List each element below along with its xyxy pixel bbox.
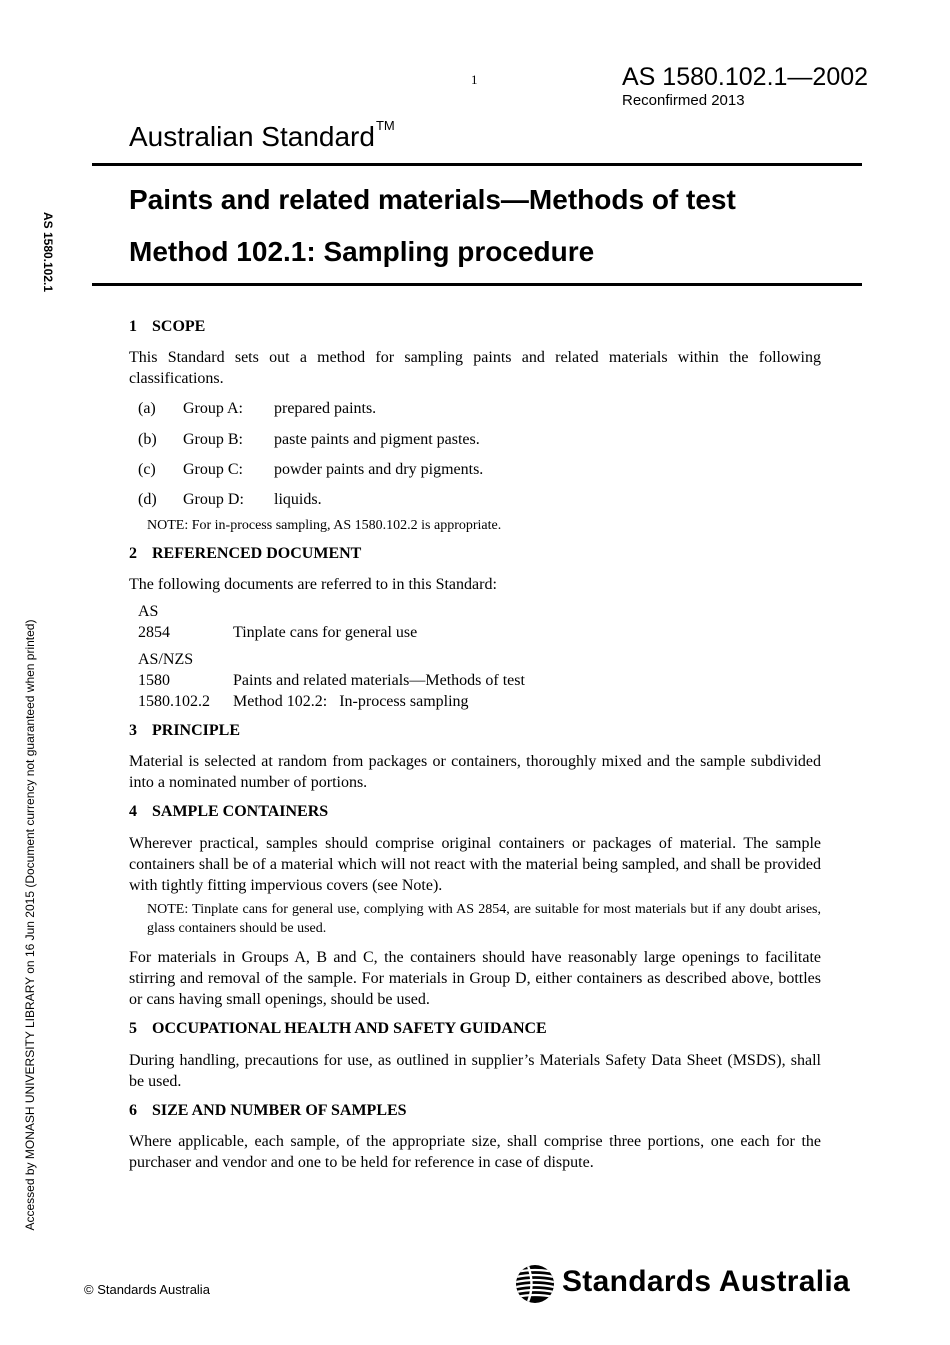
list-item-desc: prepared paints.: [274, 400, 377, 417]
list-item-group: Group D:: [183, 491, 244, 508]
section-heading-referenced-document: [129, 545, 361, 563]
ref-title-1580-102-2: Method 102.2: In-process sampling: [233, 693, 469, 710]
list-item-letter: (d): [138, 491, 157, 508]
ohs-paragraph: During handling, precautions for use, as outlined in supplier’s Materials Safety Data Sheet (MSDS), shall be used.: [129, 1052, 821, 1090]
section-number: 2: [129, 545, 137, 562]
standard-type: [129, 118, 395, 153]
samples-paragraph: Where applicable, each sample, of the appropriate size, shall comprise three portions, one each for the purchaser and vendor and one to be held for reference in case of dispute.: [129, 1133, 821, 1171]
references-intro: The following documents are referred to in this Standard:: [129, 576, 497, 593]
section-heading-sample-containers: [129, 803, 328, 821]
title-rule-top: [92, 163, 862, 166]
section-number: 3: [129, 722, 137, 739]
section-number: 5: [129, 1020, 137, 1037]
copyright-notice: © Standards Australia: [84, 1282, 210, 1297]
section-number: 4: [129, 803, 137, 820]
standards-australia-brand: Standards Australia: [562, 1265, 851, 1298]
ref-title-2854: Tinplate cans for general use: [233, 624, 418, 641]
document-title: Paints and related materials—Methods of test: [129, 184, 736, 215]
section-title: PRINCIPLE: [152, 722, 241, 739]
list-item-letter: (c): [138, 461, 156, 478]
section-title: SIZE AND NUMBER OF SAMPLES: [152, 1102, 407, 1119]
section-heading-scope: [129, 318, 205, 336]
page-number: 1: [471, 72, 478, 87]
section-heading-principle: [129, 722, 240, 740]
principle-paragraph: Material is selected at random from packages or containers, thoroughly mixed and the sample subdivided into a nominated number of portions.: [129, 753, 821, 791]
list-item-letter: (b): [138, 431, 157, 448]
side-standard-code: AS 1580.102.1: [41, 211, 55, 293]
containers-paragraph-1: Wherever practical, samples should comprise original containers or packages of material. The sample containers shall be of a material which will not react with the material being sampled, and shall be provided with tightly fitting impervious covers (see Note).: [129, 835, 821, 894]
scope-paragraph: This Standard sets out a method for sampling paints and related materials within the following classifications.: [129, 349, 821, 387]
ref-title-1580: Paints and related materials—Methods of test: [233, 672, 525, 689]
section-title: REFERENCED DOCUMENT: [152, 545, 362, 562]
list-item-desc: liquids.: [274, 491, 322, 508]
list-item-letter: (a): [138, 400, 156, 417]
list-item-group: Group B:: [183, 431, 243, 448]
section-title: OCCUPATIONAL HEALTH AND SAFETY GUIDANCE: [152, 1020, 547, 1037]
standard-type-label: Australian Standard: [129, 121, 375, 152]
containers-paragraph-2: For materials in Groups A, B and C, the containers should have reasonably large openings to facilitate stirring and removal of the sample. For materials in Group D, either containers as described above, bottles or cans having small openings, should be used.: [129, 949, 821, 1008]
section-number: 1: [129, 318, 137, 335]
list-item-group: Group A:: [183, 400, 243, 417]
section-heading-size-number-samples: [129, 1102, 407, 1120]
trademark-mark: TM: [375, 118, 395, 133]
reconfirmed-date: Reconfirmed 2013: [622, 92, 745, 109]
ref-number-1580: 1580: [138, 672, 170, 689]
section-title: SAMPLE CONTAINERS: [152, 803, 329, 820]
method-title: Method 102.1: Sampling procedure: [129, 236, 595, 267]
list-item-group: Group C:: [183, 461, 243, 478]
list-item-desc: paste paints and pigment pastes.: [274, 431, 480, 448]
ref-number-1580-102-2: 1580.102.2: [138, 693, 210, 710]
section-number: 6: [129, 1102, 137, 1119]
scope-note: NOTE: For in-process sampling, AS 1580.102.2 is appropriate.: [147, 518, 502, 533]
access-watermark: Accessed by MONASH UNIVERSITY LIBRARY on 16 Jun 2015 (Document currency not guaranteed when printed): [23, 619, 37, 1231]
standard-number: AS 1580.102.1—2002: [622, 63, 869, 91]
list-item-desc: powder paints and dry pigments.: [274, 461, 484, 478]
ref-prefix-asnzs: AS/NZS: [138, 651, 194, 668]
title-rule-bottom: [92, 283, 862, 286]
ref-prefix-as: AS: [138, 603, 159, 620]
section-heading-ohs-guidance: [129, 1020, 547, 1038]
containers-note: NOTE: Tinplate cans for general use, complying with AS 2854, are suitable for most materials but if any doubt arises, glass containers should be used.: [147, 902, 821, 936]
ref-number-2854: 2854: [138, 624, 170, 641]
standards-australia-logo-icon: [514, 1263, 556, 1305]
section-title: SCOPE: [152, 318, 206, 335]
